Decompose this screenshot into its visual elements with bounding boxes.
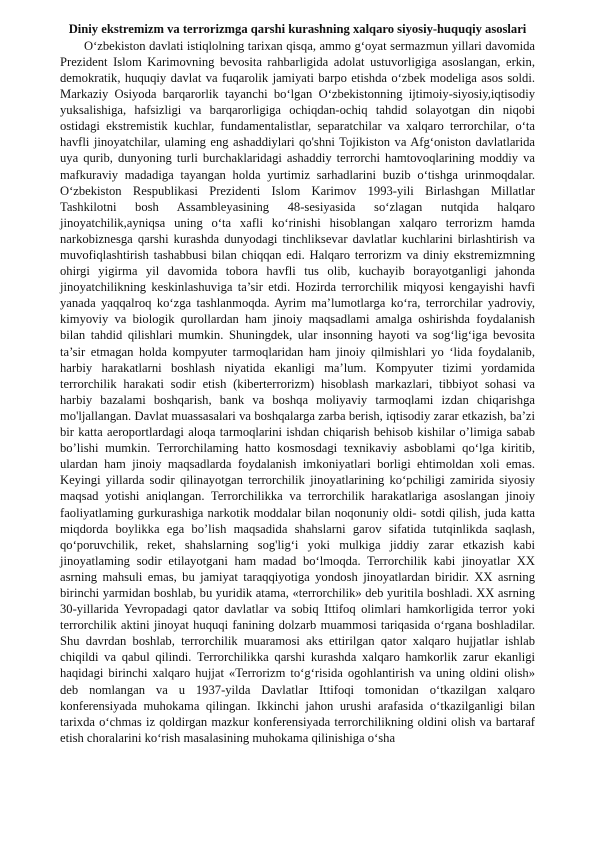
document-title: Diniy ekstremizm va terrorizmga qarshi kurashning xalqaro siyosiy-huquqiy asoslari	[68, 22, 527, 36]
document-page	[60, 22, 535, 746]
body-paragraph: O‘zbekiston davlati istiqlolning tarixan qisqa, ammo g‘oyat sermazmun yillari davomida Prezident Islom Karimovning bevosita rahbarligida adolat ustuvorligiga asoslangan, erkin, demokratik, huquqiy davlat va fuqarolik jamiyati barpo etishda o‘zbek modeliga asos soldi. Markaziy Osiyoda barqarorlik tayanchi bo‘lgan O‘zbekistonning ijtimoiy-siyosiy,iqtisodiy yuksalishiga, hafsizligi va barqarorligiga ochiqdan-ochiq tahdid solayotgan din niqobi ostidagi ekstremistik kuchlar, fundamentalistlar, separatchilar va xalqaro terrorchilar, o‘ta havfli jinoyatchilar, ulaming eng ashaddiylari qo'shni Tojikiston va Afg‘oniston davlatlarida uya qurib, dunyoning turli burchaklaridagi ashaddiy terrorchi hamtovoqlarining moddiy va mafkuraviy madadiga tayangan holda yurtimiz sarhadlarini buzib o‘tishga urinmoqdalar. O‘zbekiston Respublikasi Prezidenti Islom Karimov 1993-yili Birlashgan Millatlar Tashkilotni bosh Assambleyasining 48-sesiyasida so‘zlagan nutqida halqaro jinoyatchilik,ayniqsa uning o‘ta xafli ko‘rinishi hisoblangan xalqaro terrorizm hamda narkobiznesga qarshi kurashda dunyodagi tinchliksevar davlatlar kuchlarini birlashtirish va muvofiqlashtirish tashabbusi bilan chiqqan edi. Halqaro terrorizm va diniy ekstremizmning ohirgi yigirma yil davomida tobora havfli tus olib, kuchayib borayotganligi jahonda jinoyatchilikning keskinlashuviga ta’sir etdi. Hozirda terrorchilik miqyosi kengayishi havfi yanada yaqqalroq ko‘zga tashlanmoqda. Ayrim ma’lumotlarga ko‘ra, terrorchilar yadroviy, kimyoviy va biologik qurollardan ham jinoiy maqsadlami amalga oshirishda foydalanish bilan tahdid qilishlari mumkin. Shuningdek, ular insonning hayoti va sog‘lig‘iga bevosita ta’sir etmagan holda kompyuter tarmoqlaridan ham jinoiy qilmishlari yo ‘lida foydalanib, harbiy harakatlarni boshlash niyatida ekanligi ma’lum. Kompyuter tizimi yordamida terrorchilik harakati sodir etish (kiberterrorizm) hisoblash markazlari, tibbiyot sohasi va harbiy bazalami boshqarish, bank va boshqa moliyaviy tarmoqlami izdan chiqarishga mo'ljallangan. Davlat muassasalari va boshqalarga zarba berish, iqtisodiy zarar etkazish, ba’zi bir katta aeroportlardagi aloqa tarmoqlarini ishdan chiqarish behisob kishilar o’limiga sabab bo’lishi mumkin. Terrorchilaming hatto kosmosdagi texnikaviy asboblami qo‘lga kiritib, ulardan ham jinoiy maqsadlarda foydalanish imkoniyatlari borligi ehtimoldan xoli emas. Keyingi yillarda sodir qilinayotgan terrorchilik jinoyatlarining ko‘pchiligi zamirida siyosiy maqsad yotishi aniqlangan. Terrorchilikka va terrorchilik harakatlariga asoslangan jinoiy faoliyatlaming gurkurashiga narkotik moddalar bilan noqonuniy oldi- sotdi qilish, juda katta miqdorda boylikka ega bo’lish maqsadida shahslarni garov sifatida tutqinlikda saqlash, qo‘poruvchilik, reket, shahslarning sog'lig‘i yoki mulkiga jiddiy zarar etkazish kabi jinoyatlaming sodir etilayotgani ham madad bo‘lmoqda. Terrorchilik kabi jinoyatlar XX asrning mahsuli emas, bu jamiyat taraqqiyotiga yondosh jinoyatlardan biridir. XX asrning birinchi yarmidan boshlab, bu yuridik atama, «terrorchilik» deb yuritila boshladi. XX asrning 30-yillarida Yevropadagi qator davlatlar va sobiq Ittifoq olimlari hamkorligida terror yoki terrorchilik aktini jinoyat huquqi fanining dolzarb muammosi tariqasida o‘rgana boshladilar. Shu davrdan boshlab, terrorchilik muaramosi aks ettirilgan qator xalqaro hujjatlar ishlab chiqildi va qabul qilindi. Terrorchilikka qarshi kurashda xalqaro hamkorlik zarur ekanligi haqidagi birinchi xalqaro hujjat «Terrorizm to‘g‘risida ogohlantirish va uning oldini olish» deb nomlangan va u 1937-yilda Davlatlar Ittifoqi tomonidan o‘tkazilgan xalqaro konferensiyada muhokama qilingan. Ikkinchi jahon urushi arafasida o‘tkazilganligi bilan tarixda o‘chmas iz qoldirgan mazkur konferensiyada terrorchilikning oldini olish va bartaraf etish choralarini ko‘rish masalasining muhokama qilinishiga o‘sha	[60, 38, 535, 745]
